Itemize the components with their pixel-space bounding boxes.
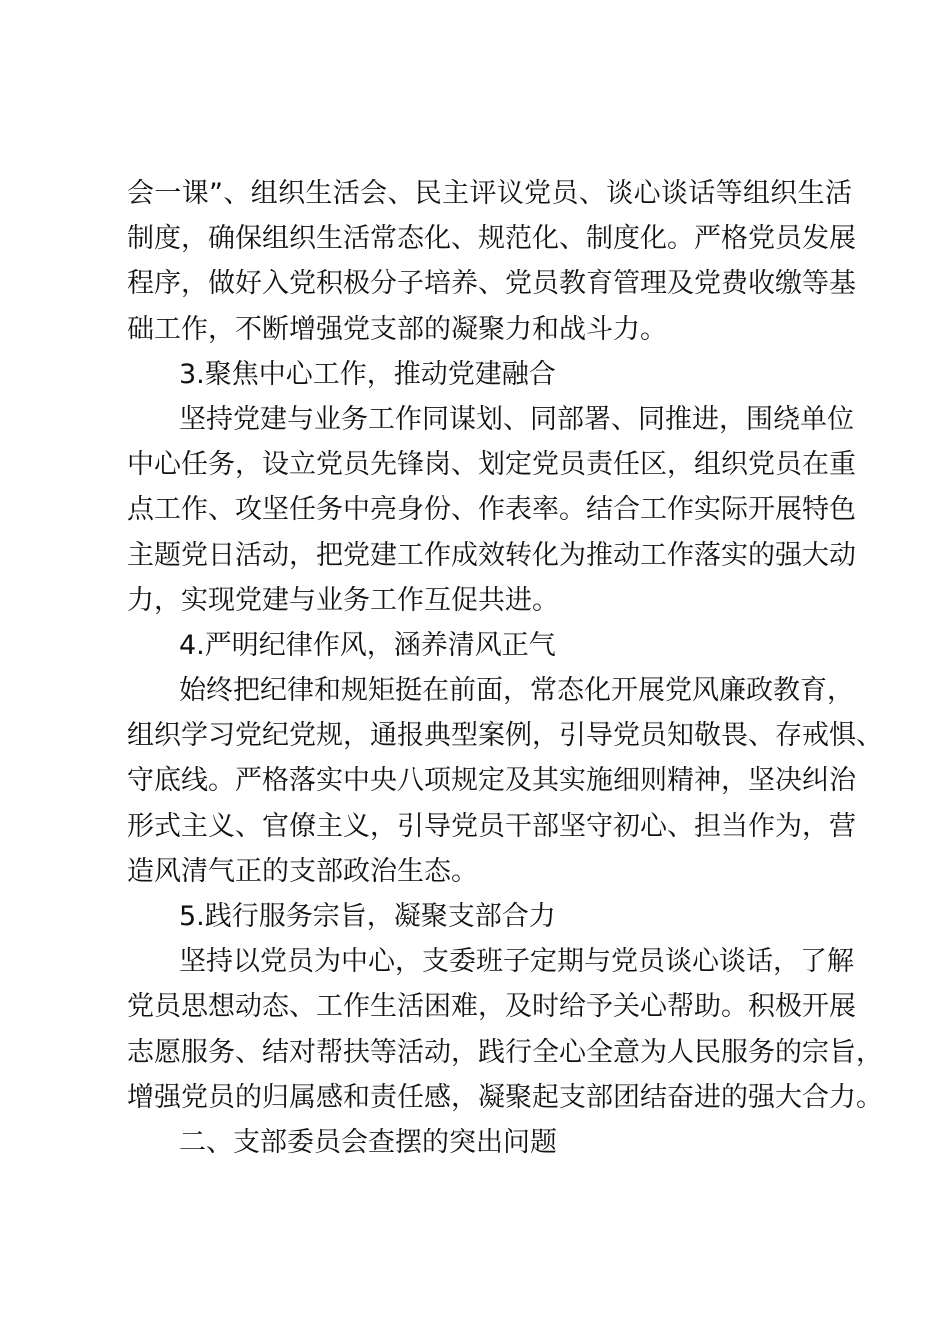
paragraph-party-business-integration [127, 397, 856, 623]
text-line: 主题党日活动，把党建工作成效转化为推动工作落实的强大动 [127, 539, 856, 571]
section-heading-3: 3.聚焦中心工作，推动党建融合 [179, 358, 556, 390]
section-heading-5: 5.践行服务宗旨，凝聚支部合力 [179, 901, 556, 932]
text-line: 制度，确保组织生活常态化、规范化、制度化。严格党员发展 [127, 223, 856, 255]
text-line: 增强党员的归属感和责任感，凝聚起支部团结奋进的强大合力。 [127, 1081, 883, 1113]
section-heading-4: 4.严明纪律作风，涵养清风正气 [179, 629, 556, 661]
document-body [127, 171, 883, 1165]
text-line: 造风清气正的支部政治生态。 [127, 855, 478, 887]
paragraph-discipline [127, 668, 883, 894]
section-heading-2: 二、支部委员会查摆的突出问题 [179, 1126, 557, 1158]
text-line: 党员思想动态、工作生活困难，及时给予关心帮助。积极开展 [127, 991, 856, 1023]
text-line: 础工作，不断增强党支部的凝聚力和战斗力。 [127, 313, 667, 345]
paragraph-service [127, 939, 883, 1120]
text-line: 会一课”、组织生活会、民主评议党员、谈心谈话等组织生活 [127, 178, 852, 209]
text-line: 始终把纪律和规矩挺在前面，常态化开展党风廉政教育， [179, 675, 854, 707]
text-line: 力，实现党建与业务工作互促共进。 [127, 584, 559, 616]
text-line: 组织学习党纪党规，通报典型案例，引导党员知敬畏、存戒惧、 [127, 720, 883, 752]
text-line: 中心任务，设立党员先锋岗、划定党员责任区，组织党员在重 [127, 449, 856, 481]
text-line: 坚持以党员为中心，支委班子定期与党员谈心谈话，了解 [179, 946, 854, 978]
text-line: 坚持党建与业务工作同谋划、同部署、同推进，围绕单位 [179, 403, 854, 435]
text-line: 程序，做好入党积极分子培养、党员教育管理及党费收缴等基 [127, 268, 856, 300]
text-line: 点工作、攻坚任务中亮身份、作表率。结合工作实际开展特色 [127, 494, 856, 526]
text-line: 守底线。严格落实中央八项规定及其实施细则精神，坚决纠治 [127, 765, 856, 797]
text-line: 形式主义、官僚主义，引导党员干部坚守初心、担当作为，营 [127, 810, 856, 842]
paragraph-organizational-life [127, 171, 856, 352]
text-line: 志愿服务、结对帮扶等活动，践行全心全意为人民服务的宗旨， [127, 1036, 883, 1068]
